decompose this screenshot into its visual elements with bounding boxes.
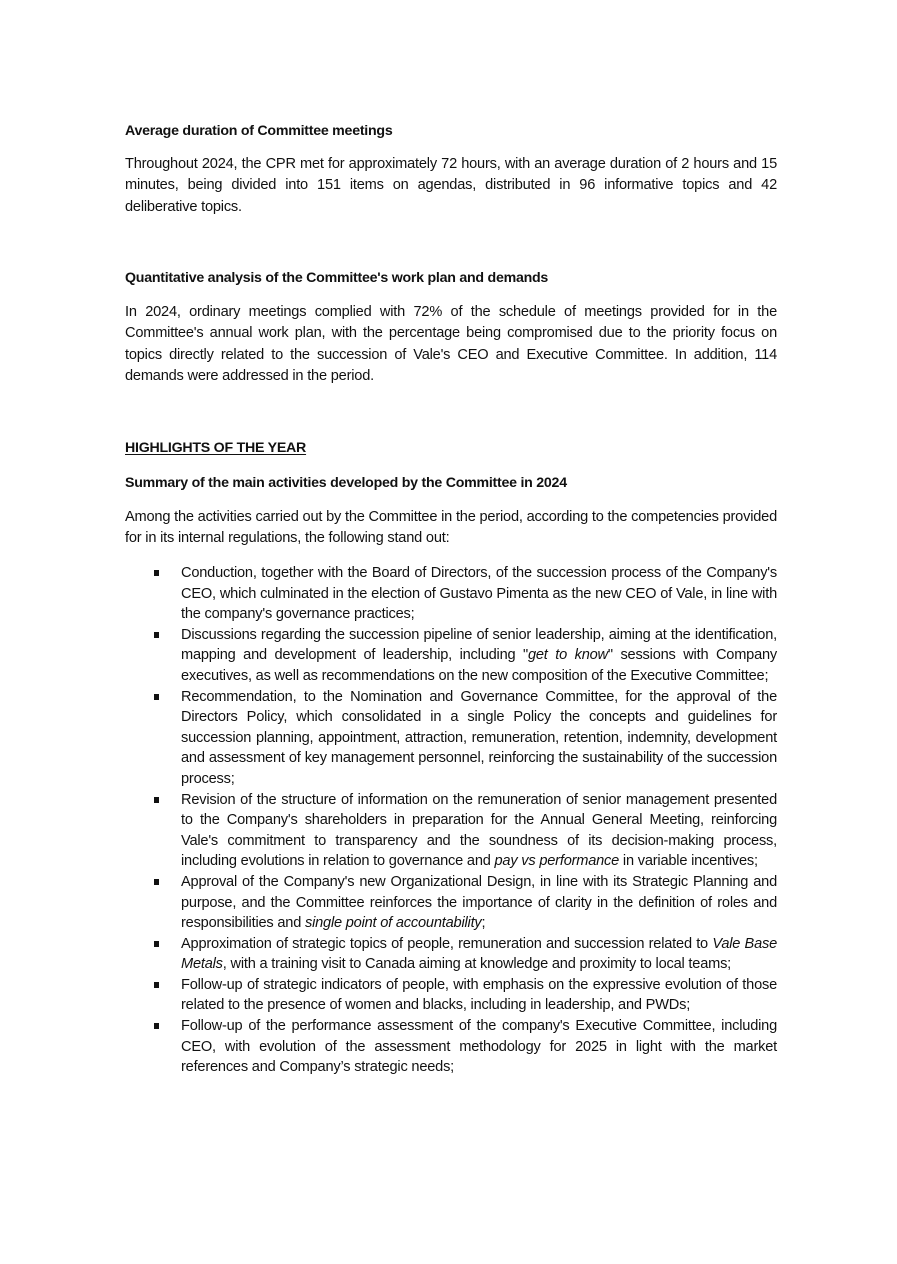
text-segment: Recommendation, to the Nomination and Governance Committee, for the approval of the Directors Policy, which consolidated in a single Policy the concepts and guidelines for succession planning, appointment, attraction, remuneration, retention, indemnity, development and assessment of key management personnel, reinforcing the sustainability of the succession process; — [181, 688, 777, 787]
text-segment: in variable incentives; — [619, 853, 758, 870]
square-bullet-icon — [154, 632, 159, 638]
list-item — [125, 975, 777, 1016]
text-segment: Revision of the structure of information on the remuneration of senior management presented to the Company's shareholders in preparation for the Annual General Meeting, reinforcing Vale's commitment to transparency and the soundness of its decision-making process, including evolutions in relation to governance and — [181, 791, 777, 870]
list-item-text — [181, 687, 777, 790]
section-heading-quantitative-analysis: Quantitative analysis of the Committee's work plan and demands — [125, 270, 549, 286]
italic-term: Vale Base Metals — [181, 935, 778, 973]
square-bullet-icon — [154, 941, 159, 947]
square-bullet-icon — [154, 797, 159, 803]
square-bullet-icon — [154, 570, 159, 576]
text-segment: Approximation of strategic topics of people, remuneration and succession related to — [181, 935, 713, 952]
text-segment: , with a training visit to Canada aiming at knowledge and proximity to local teams; — [222, 956, 732, 973]
text-segment: Follow-up of strategic indicators of people, with emphasis on the expressive evolution of those related to the presence of women and blacks, including in leadership, and PWDs; — [181, 976, 777, 1014]
italic-term: get to know — [527, 647, 608, 664]
paragraph-quantitative-analysis: In 2024, ordinary meetings complied with 72% of the schedule of meetings provided for in the Committee's annual work plan, with the percentage being compromised due to the priority focus on topics directly related to the succession of Vale's CEO and Executive Committee. In addition, 114 demands were addressed in the period. — [125, 304, 777, 384]
list-item — [125, 790, 777, 872]
list-item — [125, 625, 777, 687]
square-bullet-icon — [154, 1023, 159, 1029]
list-item-text — [181, 1016, 777, 1078]
list-item — [125, 872, 777, 934]
highlights-intro: Among the activities carried out by the Committee in the period, according to the competencies provided for in its internal regulations, the following stand out: — [125, 509, 777, 547]
text-segment: " sessions with Company executives, as well as recommendations on the new composition of the Executive Committee; — [181, 647, 778, 684]
paragraph-average-duration: Throughout 2024, the CPR met for approximately 72 hours, with an average duration of 2 hours and 15 minutes, being divided into 151 items on agendas, distributed in 96 informative topics and 42 deliberative topics. — [125, 156, 777, 215]
italic-term: pay vs performance — [494, 853, 620, 870]
text-segment: Conduction, together with the Board of Directors, of the succession process of the Company's CEO, which culminated in the election of Gustavo Pimenta as the new CEO of Vale, in line with the company's governance practices; — [181, 565, 777, 623]
list-item — [125, 563, 777, 625]
list-item-text — [181, 790, 777, 872]
square-bullet-icon — [154, 879, 159, 885]
highlights-title: HIGHLIGHTS OF THE YEAR — [125, 440, 307, 456]
list-item-text — [181, 975, 777, 1016]
list-item — [125, 1016, 777, 1078]
list-item-text — [181, 934, 777, 975]
list-item-text — [181, 563, 777, 625]
list-item — [125, 687, 777, 790]
highlights-subheading: Summary of the main activities developed by the Committee in 2024 — [125, 475, 567, 491]
square-bullet-icon — [154, 982, 159, 988]
list-item — [125, 934, 777, 975]
section-heading-average-duration: Average duration of Committee meetings — [125, 123, 393, 139]
highlights-bullet-list — [125, 563, 777, 1078]
text-segment: ; — [481, 915, 486, 932]
square-bullet-icon — [154, 694, 159, 700]
text-segment: Discussions regarding the succession pipeline of senior leadership, aiming at the identification, mapping and development of leadership, including " — [181, 626, 777, 664]
list-item-text — [181, 872, 777, 934]
italic-term: single point of accountability — [304, 915, 482, 932]
text-segment: Approval of the Company's new Organizational Design, in line with its Strategic Planning and purpose, and the Committee reinforces the importance of clarity in the definition of roles and responsibilities and — [181, 873, 777, 932]
list-item-text — [181, 625, 777, 687]
text-segment: Follow-up of the performance assessment of the company's Executive Committee, including CEO, with evolution of the assessment methodology for 2025 in light with the market references and Company’s strategic needs; — [181, 1018, 777, 1076]
